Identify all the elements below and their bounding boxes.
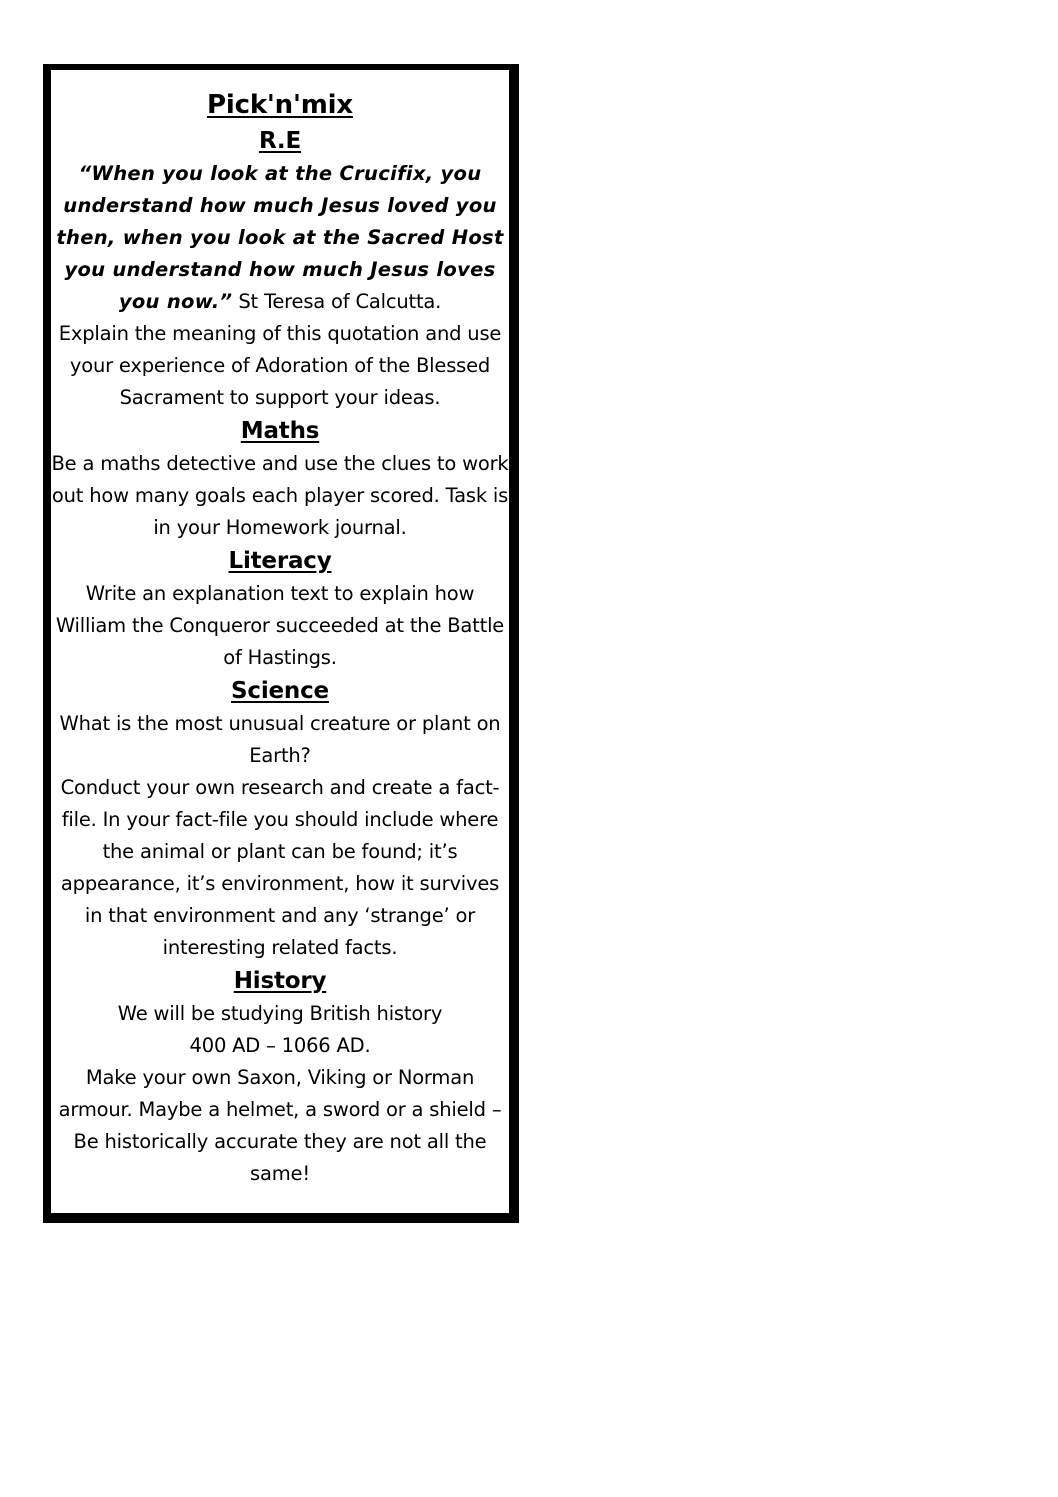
science-question: What is the most unusual creature or plant on Earth? (59, 712, 501, 767)
re-heading: R.E (259, 128, 301, 154)
maths-task: Be a maths detective and use the clues to work out how many goals each player scored. Task is in your Homework journal. (51, 452, 509, 539)
re-task: Explain the meaning of this quotation and use your experience of Adoration of the Blessed Sacrament to support your ideas. (58, 322, 502, 409)
pick-n-mix-card (43, 64, 519, 1223)
history-heading: History (233, 968, 327, 994)
history-task: Make your own Saxon, Viking or Norman armour. Maybe a helmet, a sword or a shield – Be historically accurate they are not all the same! (58, 1066, 502, 1185)
re-quote: “When you look at the Crucifix, you understand how much Jesus loved you then, when you look at the Sacred Host you understand how much Jesus loves you now.” (56, 162, 504, 313)
re-quote-paragraph (51, 158, 509, 318)
history-intro-line-1: We will be studying British history (117, 1002, 443, 1025)
card-content (51, 86, 509, 1190)
science-task: Conduct your own research and create a fact-file. In your fact-file you should include where the animal or plant can be found; it’s appearance, it’s environment, how it survives in that environment and any ‘strange’ or interesting related facts. (60, 776, 500, 959)
history-intro-line-2: 400 AD – 1066 AD. (189, 1034, 371, 1057)
literacy-heading: Literacy (228, 548, 332, 574)
maths-heading: Maths (240, 418, 320, 444)
re-attribution: St Teresa of Calcutta. (232, 290, 442, 313)
page-title: Pick'n'mix (207, 90, 353, 120)
literacy-task: Write an explanation text to explain how William the Conqueror succeeded at the Battle of Hastings. (55, 582, 505, 669)
science-heading: Science (231, 678, 329, 704)
